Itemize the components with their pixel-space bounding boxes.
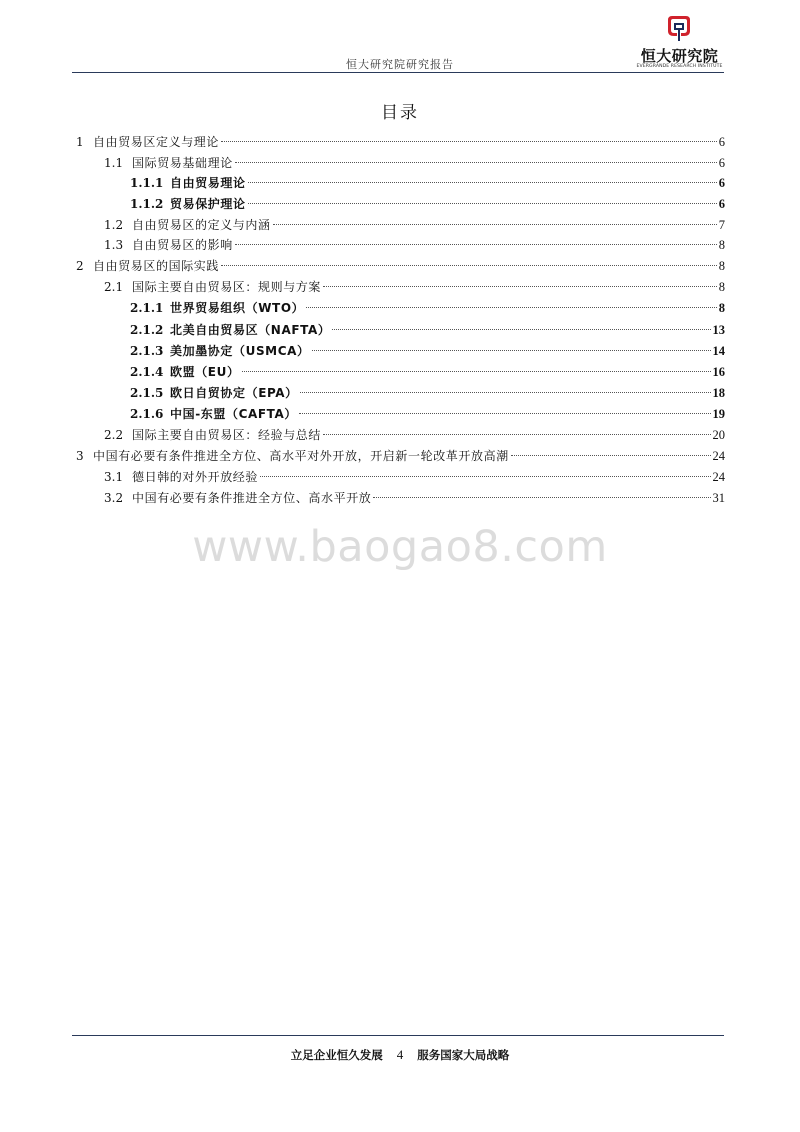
toc-entry[interactable] (76, 446, 725, 466)
toc-entry-page: 24 (712, 449, 725, 463)
toc-leader-dots (242, 371, 711, 372)
toc-entry-page: 6 (718, 135, 725, 149)
toc-leader-dots (235, 162, 717, 163)
toc-entry[interactable] (104, 425, 725, 445)
toc-leader-dots (221, 141, 717, 142)
toc-entry-number: 2.1.2 (130, 323, 164, 337)
toc-entry-number: 2.1.3 (130, 344, 164, 358)
toc-leader-dots (248, 203, 717, 204)
toc-entry-number: 1.1 (104, 156, 124, 170)
toc-entry[interactable] (130, 404, 725, 424)
toc-leader-dots (323, 286, 717, 287)
toc-leader-dots (373, 497, 710, 498)
toc-entry-title: 中国有必要有条件推进全方位、高水平对外开放，开启新一轮改革开放高潮 (93, 449, 509, 463)
toc-entry-number: 2 (76, 259, 84, 273)
toc-entry-title: 自由贸易区定义与理论 (93, 135, 220, 149)
toc-entry-number: 2.1.4 (130, 365, 164, 379)
toc-leader-dots (248, 182, 717, 183)
toc-entry-number: 1.3 (104, 238, 124, 252)
toc-entry-title: 北美自由贸易区（NAFTA） (170, 323, 331, 337)
toc-entry-title: 贸易保护理论 (170, 197, 246, 211)
toc-entry[interactable] (130, 173, 725, 193)
toc-entry-number: 1.2 (104, 218, 124, 232)
toc-entry[interactable] (130, 320, 725, 340)
toc-entry-page: 13 (712, 323, 725, 337)
toc-entry-number: 1 (76, 135, 84, 149)
toc-entry[interactable] (104, 215, 725, 235)
toc-entry-page: 14 (712, 344, 725, 358)
toc-entry-page: 20 (712, 428, 725, 442)
toc-entry-title: 国际贸易基础理论 (132, 156, 233, 170)
toc-entry-number: 2.1.1 (130, 301, 164, 315)
logo-title: 恒大研究院 (640, 47, 719, 65)
footer-divider (72, 1035, 724, 1036)
toc-entry-title: 德日韩的对外开放经验 (132, 470, 259, 484)
toc-entry[interactable] (104, 153, 725, 173)
toc-leader-dots (273, 224, 717, 225)
toc-entry-page: 31 (712, 491, 725, 505)
toc-entry-page: 8 (718, 259, 725, 273)
toc-entry-title: 自由贸易区的国际实践 (93, 259, 220, 273)
toc-entry-page: 8 (718, 301, 725, 315)
toc-entry-title: 中国-东盟（CAFTA） (170, 407, 298, 421)
toc-entry-page: 18 (712, 386, 725, 400)
toc-entry-page: 6 (718, 156, 725, 170)
toc-entry-number: 2.1.6 (130, 407, 164, 421)
toc-entry-title: 国际主要自由贸易区：规则与方案 (132, 280, 322, 294)
toc-entry-page: 7 (718, 218, 725, 232)
toc-entry-title: 世界贸易组织（WTO） (170, 301, 305, 315)
toc-entry-number: 1.1.1 (130, 176, 164, 190)
logo-subtitle: EVERGRANDE RESEARCH INSTITUTE (636, 64, 723, 69)
toc-leader-dots (306, 307, 717, 308)
toc-entry[interactable] (76, 256, 725, 276)
page-footer (0, 1047, 800, 1063)
toc-entry[interactable] (104, 467, 725, 487)
evergrande-logo (632, 14, 727, 72)
toc-entry-page: 6 (718, 176, 725, 190)
toc-entry-number: 2.1.5 (130, 386, 164, 400)
toc-entry-page: 6 (718, 197, 725, 211)
toc-entry-number: 3.1 (104, 470, 124, 484)
toc-entry[interactable] (104, 488, 725, 508)
toc-entry-title: 中国有必要有条件推进全方位、高水平开放 (132, 491, 372, 505)
toc-entry[interactable] (104, 277, 725, 297)
watermark: www.baogao8.com (192, 522, 608, 572)
toc-leader-dots (511, 455, 711, 456)
toc-entry-page: 24 (712, 470, 725, 484)
toc-entry-title: 自由贸易区的影响 (132, 238, 233, 252)
toc-entry-number: 2.1 (104, 280, 124, 294)
toc-entry-title: 自由贸易区的定义与内涵 (132, 218, 271, 232)
toc-entry-page: 16 (712, 365, 725, 379)
toc-leader-dots (300, 392, 711, 393)
page-number: 4 (396, 1047, 404, 1062)
toc-leader-dots (323, 434, 710, 435)
toc-entry[interactable] (104, 235, 725, 255)
toc-entry[interactable] (130, 298, 725, 318)
toc-entry[interactable] (76, 132, 725, 152)
toc-entry[interactable] (130, 383, 725, 403)
toc-entry-page: 8 (718, 238, 725, 252)
toc-entry-number: 3 (76, 449, 84, 463)
toc-leader-dots (332, 329, 710, 330)
toc-leader-dots (221, 265, 717, 266)
toc-entry[interactable] (130, 362, 725, 382)
toc-entry-title: 自由贸易理论 (170, 176, 246, 190)
footer-left-slogan: 立足企业恒久发展 (290, 1048, 383, 1062)
toc-entry-title: 国际主要自由贸易区：经验与总结 (132, 428, 322, 442)
toc-title: 目录 (381, 103, 419, 123)
toc-entry-number: 1.1.2 (130, 197, 164, 211)
evergrande-logo-icon (664, 14, 694, 44)
toc-entry[interactable] (130, 194, 725, 214)
toc-entry[interactable] (130, 341, 725, 361)
toc-leader-dots (312, 350, 711, 351)
toc-entry-title: 欧盟（EU） (170, 365, 240, 379)
header-divider (72, 72, 724, 73)
toc-entry-number: 3.2 (104, 491, 124, 505)
toc-leader-dots (235, 244, 717, 245)
toc-leader-dots (299, 413, 710, 414)
footer-right-slogan: 服务国家大局战略 (417, 1048, 510, 1062)
toc-entry-number: 2.2 (104, 428, 124, 442)
toc-entry-title: 欧日自贸协定（EPA） (170, 386, 298, 400)
report-name: 恒大研究院研究报告 (346, 58, 454, 71)
toc-entry-page: 8 (718, 280, 725, 294)
toc-entry-title: 美加墨协定（USMCA） (170, 344, 310, 358)
toc-leader-dots (260, 476, 710, 477)
toc-entry-page: 19 (712, 407, 725, 421)
